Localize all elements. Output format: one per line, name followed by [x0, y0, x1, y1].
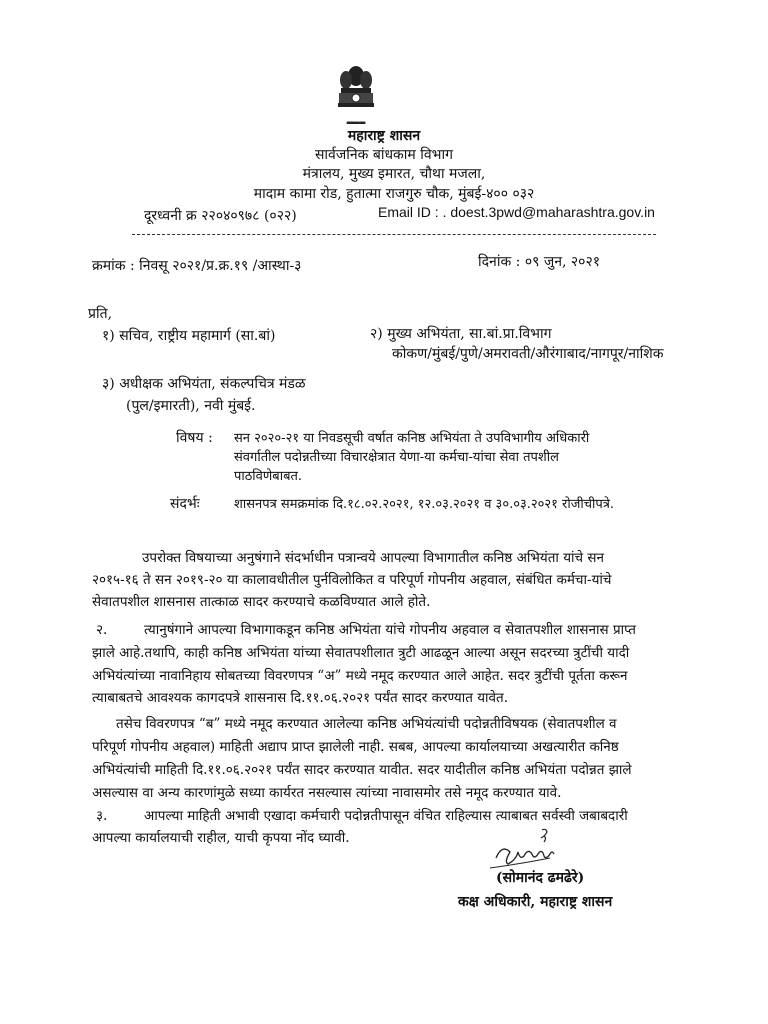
para-1-line-1: उपरोक्त विषयाच्या अनुषंगाने संदर्भाधीन पत्रान्वये आपल्या विभागातील कनिष्ठ अभियंता यांचे सन: [142, 550, 605, 566]
letter-number: क्रमांक : निवसू २०२१/प्र.क्र.१९ /आस्था-३: [92, 258, 302, 274]
to-label: प्रति,: [88, 306, 113, 322]
para-2-number: २.: [96, 622, 108, 638]
header-divider: [132, 234, 656, 235]
para-4-line-1: आपल्या माहिती अभावी एखादा कर्मचारी पदोन्नतीपासून वंचित राहिल्यास त्याबाबत सर्वस्वी जबाबदारी: [144, 808, 628, 824]
subject-label: विषय :: [176, 430, 213, 446]
para-1-line-2: २०१५-१६ ते सन २०१९-२० या कालावधीतील पुर्नविलोकित व परिपूर्ण गोपनीय अहवाल, संबंधित कर्मचा-यांचे: [92, 572, 612, 588]
recipient-1: १) सचिव, राष्ट्रीय महामार्ग (सा.बां): [102, 328, 276, 344]
para-3-line-3: अभियंत्यांची माहिती दि.११.०६.२०२१ पर्यंत सादर करण्यात यावीत. सदर यादीतील कनिष्ठ अभियंता पदोन्नत झाले: [92, 762, 632, 778]
header-department: सार्वजनिक बांधकाम विभाग: [314, 147, 454, 163]
reference-label: संदर्भः: [170, 496, 200, 512]
para-4-line-2: आपल्या कार्यालयाची राहील, याची कृपया नोंद घ्यावी.: [92, 830, 350, 846]
para-2-line-4: त्याबाबतचे आवश्यक कागदपत्रे शासनास दि.११.०६.२०२१ पर्यंत सादर करण्यात यावेत.: [92, 690, 509, 706]
header-address-1: मंत्रालय, मुख्य इमारत, चौथा मजला,: [302, 166, 486, 182]
recipient-2-offices: कोकण/मुंबई/पुणे/अमरावती/औरंगाबाद/नागपूर/नाशिक: [392, 346, 664, 362]
para-2-line-2: झाले आहे.तथापि, काही कनिष्ठ अभियंता यांच्या सेवातपशीलात त्रुटी आढळून आल्या असून सदरच्या त्रुटींची यादी: [92, 645, 630, 661]
subject-line-2: संवर्गातील पदोन्नतीच्या विचारक्षेत्रात येणा-या कर्मचा-यांचा सेवा तपशील: [234, 450, 559, 465]
recipient-3-location: (पुल/इमारती), नवी मुंबई.: [126, 398, 256, 414]
para-3-line-4: असल्यास वा अन्य कारणांमुळे सध्या कार्यरत नसल्यास त्यांच्या नावासमोर तसे नमूद करण्यात यावे.: [92, 785, 562, 801]
reference-text: शासनपत्र समक्रमांक दि.१८.०२.२०२१, १२.०३.२०२१ व ३०.०३.२०२१ रोजीचीपत्रे.: [234, 497, 615, 512]
state-emblem-icon: [334, 62, 378, 130]
header-phone: दूरध्वनी क्र २२०४०९७८ (०२२): [144, 208, 297, 224]
para-3-line-2: परिपूर्ण गोपनीय अहवाल) माहिती अद्याप प्राप्त झालेली नाही. सबब, आपल्या कार्यालयाच्या अखत्यारीत कनिष्ठ: [92, 739, 619, 755]
header-address-2: मादाम कामा रोड, हुतात्मा राजगुरु चौक, मुंबई-४०० ०३२: [253, 186, 535, 202]
subject-line-1: सन २०२०-२१ या निवडसूची वर्षात कनिष्ठ अभियंता ते उपविभागीय अधिकारी: [234, 431, 590, 446]
subject-line-3: पाठविणेबाबत.: [234, 469, 303, 484]
letter-date: दिनांक : ०९ जुन, २०२१: [478, 254, 601, 270]
signatory-name: (सोमानंद ढमढेरे): [496, 870, 585, 886]
recipient-3: ३) अधीक्षक अभियंता, संकल्पचित्र मंडळ: [102, 376, 306, 392]
svg-text:▂▂▂: ▂▂▂: [346, 115, 366, 124]
para-4-number: ३.: [96, 808, 108, 824]
para-2-line-1: त्यानुषंगाने आपल्या विभागाकडून कनिष्ठ अभियंता यांचे गोपनीय अहवाल व सेवातपशील शासनास प्राप्त: [144, 622, 636, 638]
recipient-2: २) मुख्य अभियंता, सा.बां.प्रा.विभाग: [370, 326, 552, 342]
para-3-line-1: तसेच विवरणपत्र “ब” मध्ये नमूद करण्यात आलेल्या कनिष्ठ अभियंत्यांची पदोन्नतीविषयक (सेवातपशील व: [116, 716, 617, 732]
signatory-designation: कक्ष अधिकारी, महाराष्ट्र शासन: [458, 894, 613, 910]
para-2-line-3: अभियंत्यांच्या नावानिहाय सोबतच्या विवरणपत्र “अ” मध्ये नमूद करण्यात आले आहेत. सदर त्रुटींची पूर्तता करून: [92, 668, 628, 684]
header-state-name: महाराष्ट्र शासन: [347, 128, 421, 144]
header-email: Email ID : . doest.3pwd@maharashtra.gov.in: [378, 204, 655, 220]
para-1-line-3: सेवातपशील शासनास तात्काळ सादर करण्याचे कळविण्यात आले होते.: [92, 594, 431, 610]
